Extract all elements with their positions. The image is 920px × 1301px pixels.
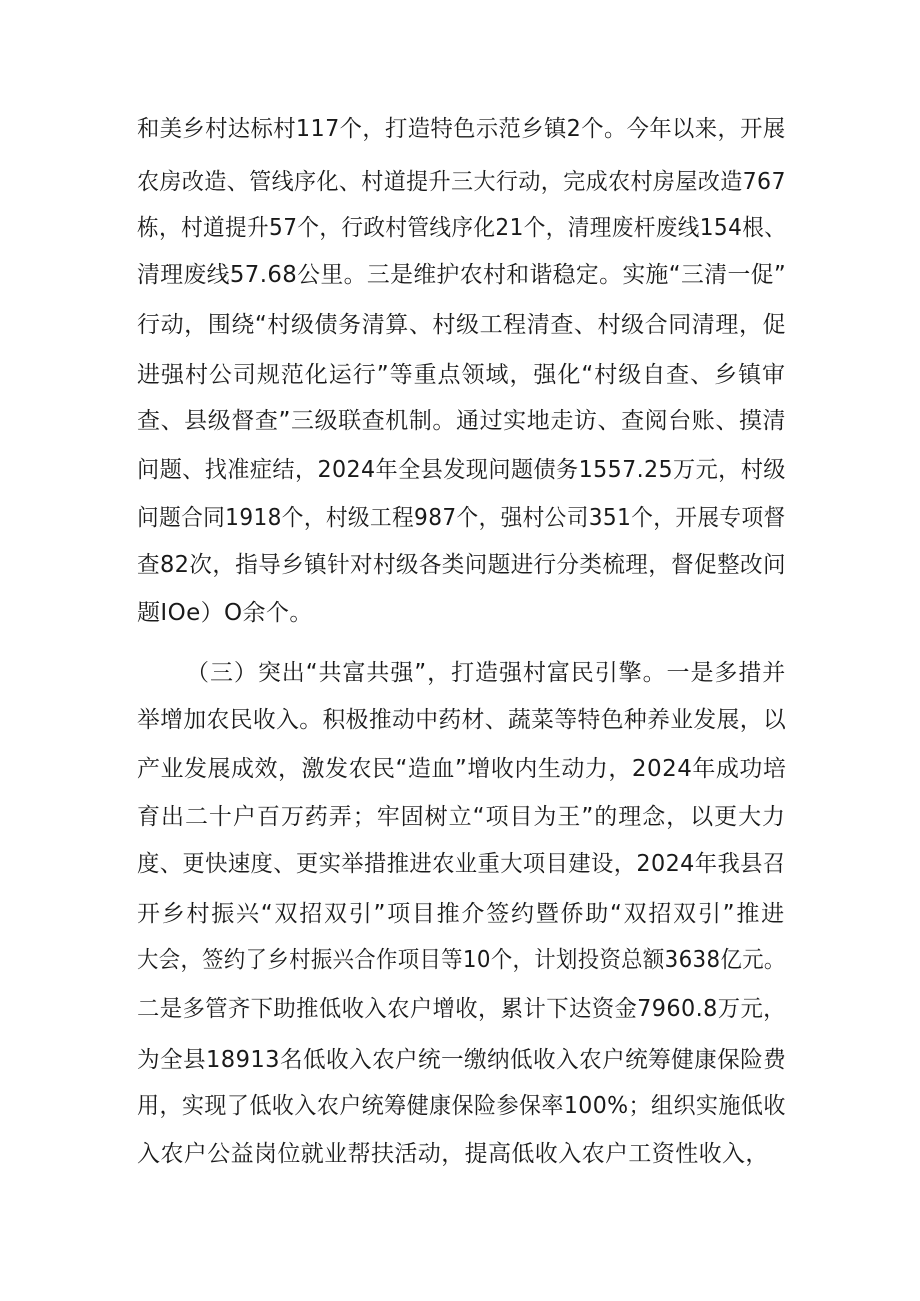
text-line: 产业发展成效，激发农民“造血”增收内生动力，2024年成功培 bbox=[137, 756, 787, 782]
text-line: 问题、找准症结，2024年全县发现问题债务1557.25万元，村级 bbox=[137, 457, 786, 483]
text-line: 查、县级督查”三级联查机制。通过实地走访、查阅台账、摸清 bbox=[137, 408, 787, 434]
text-line: 题IOe）O余个。 bbox=[137, 600, 313, 626]
text-line: 育出二十户百万药弄；牢固树立“项目为王”的理念，以更大力 bbox=[137, 804, 787, 830]
text-line: 度、更快速度、更实举措推进农业重大项目建设，2024年我县召 bbox=[137, 851, 786, 877]
text-line: 开乡村振兴“双招双引”项目推介签约暨侨助“双招双引”推进 bbox=[137, 901, 786, 927]
text-line: 用，实现了低收入农户统筹健康保险参保率100%；组织实施低收 bbox=[137, 1093, 786, 1119]
text-line: 为全县18913名低收入农户统一缴纳低收入农户统筹健康保险费 bbox=[137, 1047, 787, 1073]
text-line: 查82次，指导乡镇针对村级各类问题进行分类梳理，督促整改问 bbox=[137, 552, 786, 578]
text-line: 和美乡村达标村117个，打造特色示范乡镇2个。今年以来，开展 bbox=[137, 116, 786, 142]
text-line: 入农户公益岗位就业帮扶活动，提高低收入农户工资性收入， bbox=[137, 1141, 769, 1167]
text-line: 栋，村道提升57个，行政村管线序化21个，清理废杆废线154根、 bbox=[137, 215, 787, 241]
text-line: 清理废线57.68公里。三是维护农村和谐稳定。实施“三清一促” bbox=[137, 262, 787, 288]
text-line: 大会，签约了乡村振兴合作项目等10个，计划投资总额3638亿元。 bbox=[137, 947, 786, 973]
text-line: 行动，围绕“村级债务清算、村级工程清查、村级合同清理，促 bbox=[137, 312, 787, 338]
text-line: 举增加农民收入。积极推动中药材、蔬菜等特色种养业发展，以 bbox=[137, 707, 787, 733]
text-line: 问题合同1918个，村级工程987个，强村公司351个，开展专项督 bbox=[137, 505, 786, 531]
text-line: 进强村公司规范化运行”等重点领域，强化“村级自查、乡镇审 bbox=[137, 362, 787, 388]
text-line: 农房改造、管线序化、村道提升三大行动，完成农村房屋改造767 bbox=[137, 169, 786, 195]
text-line: 二是多管齐下助推低收入农户增收，累计下达资金7960.8万元， bbox=[137, 996, 786, 1022]
text-line: （三）突出“共富共强”，打造强村富民引擎。一是多措并 bbox=[186, 660, 787, 686]
